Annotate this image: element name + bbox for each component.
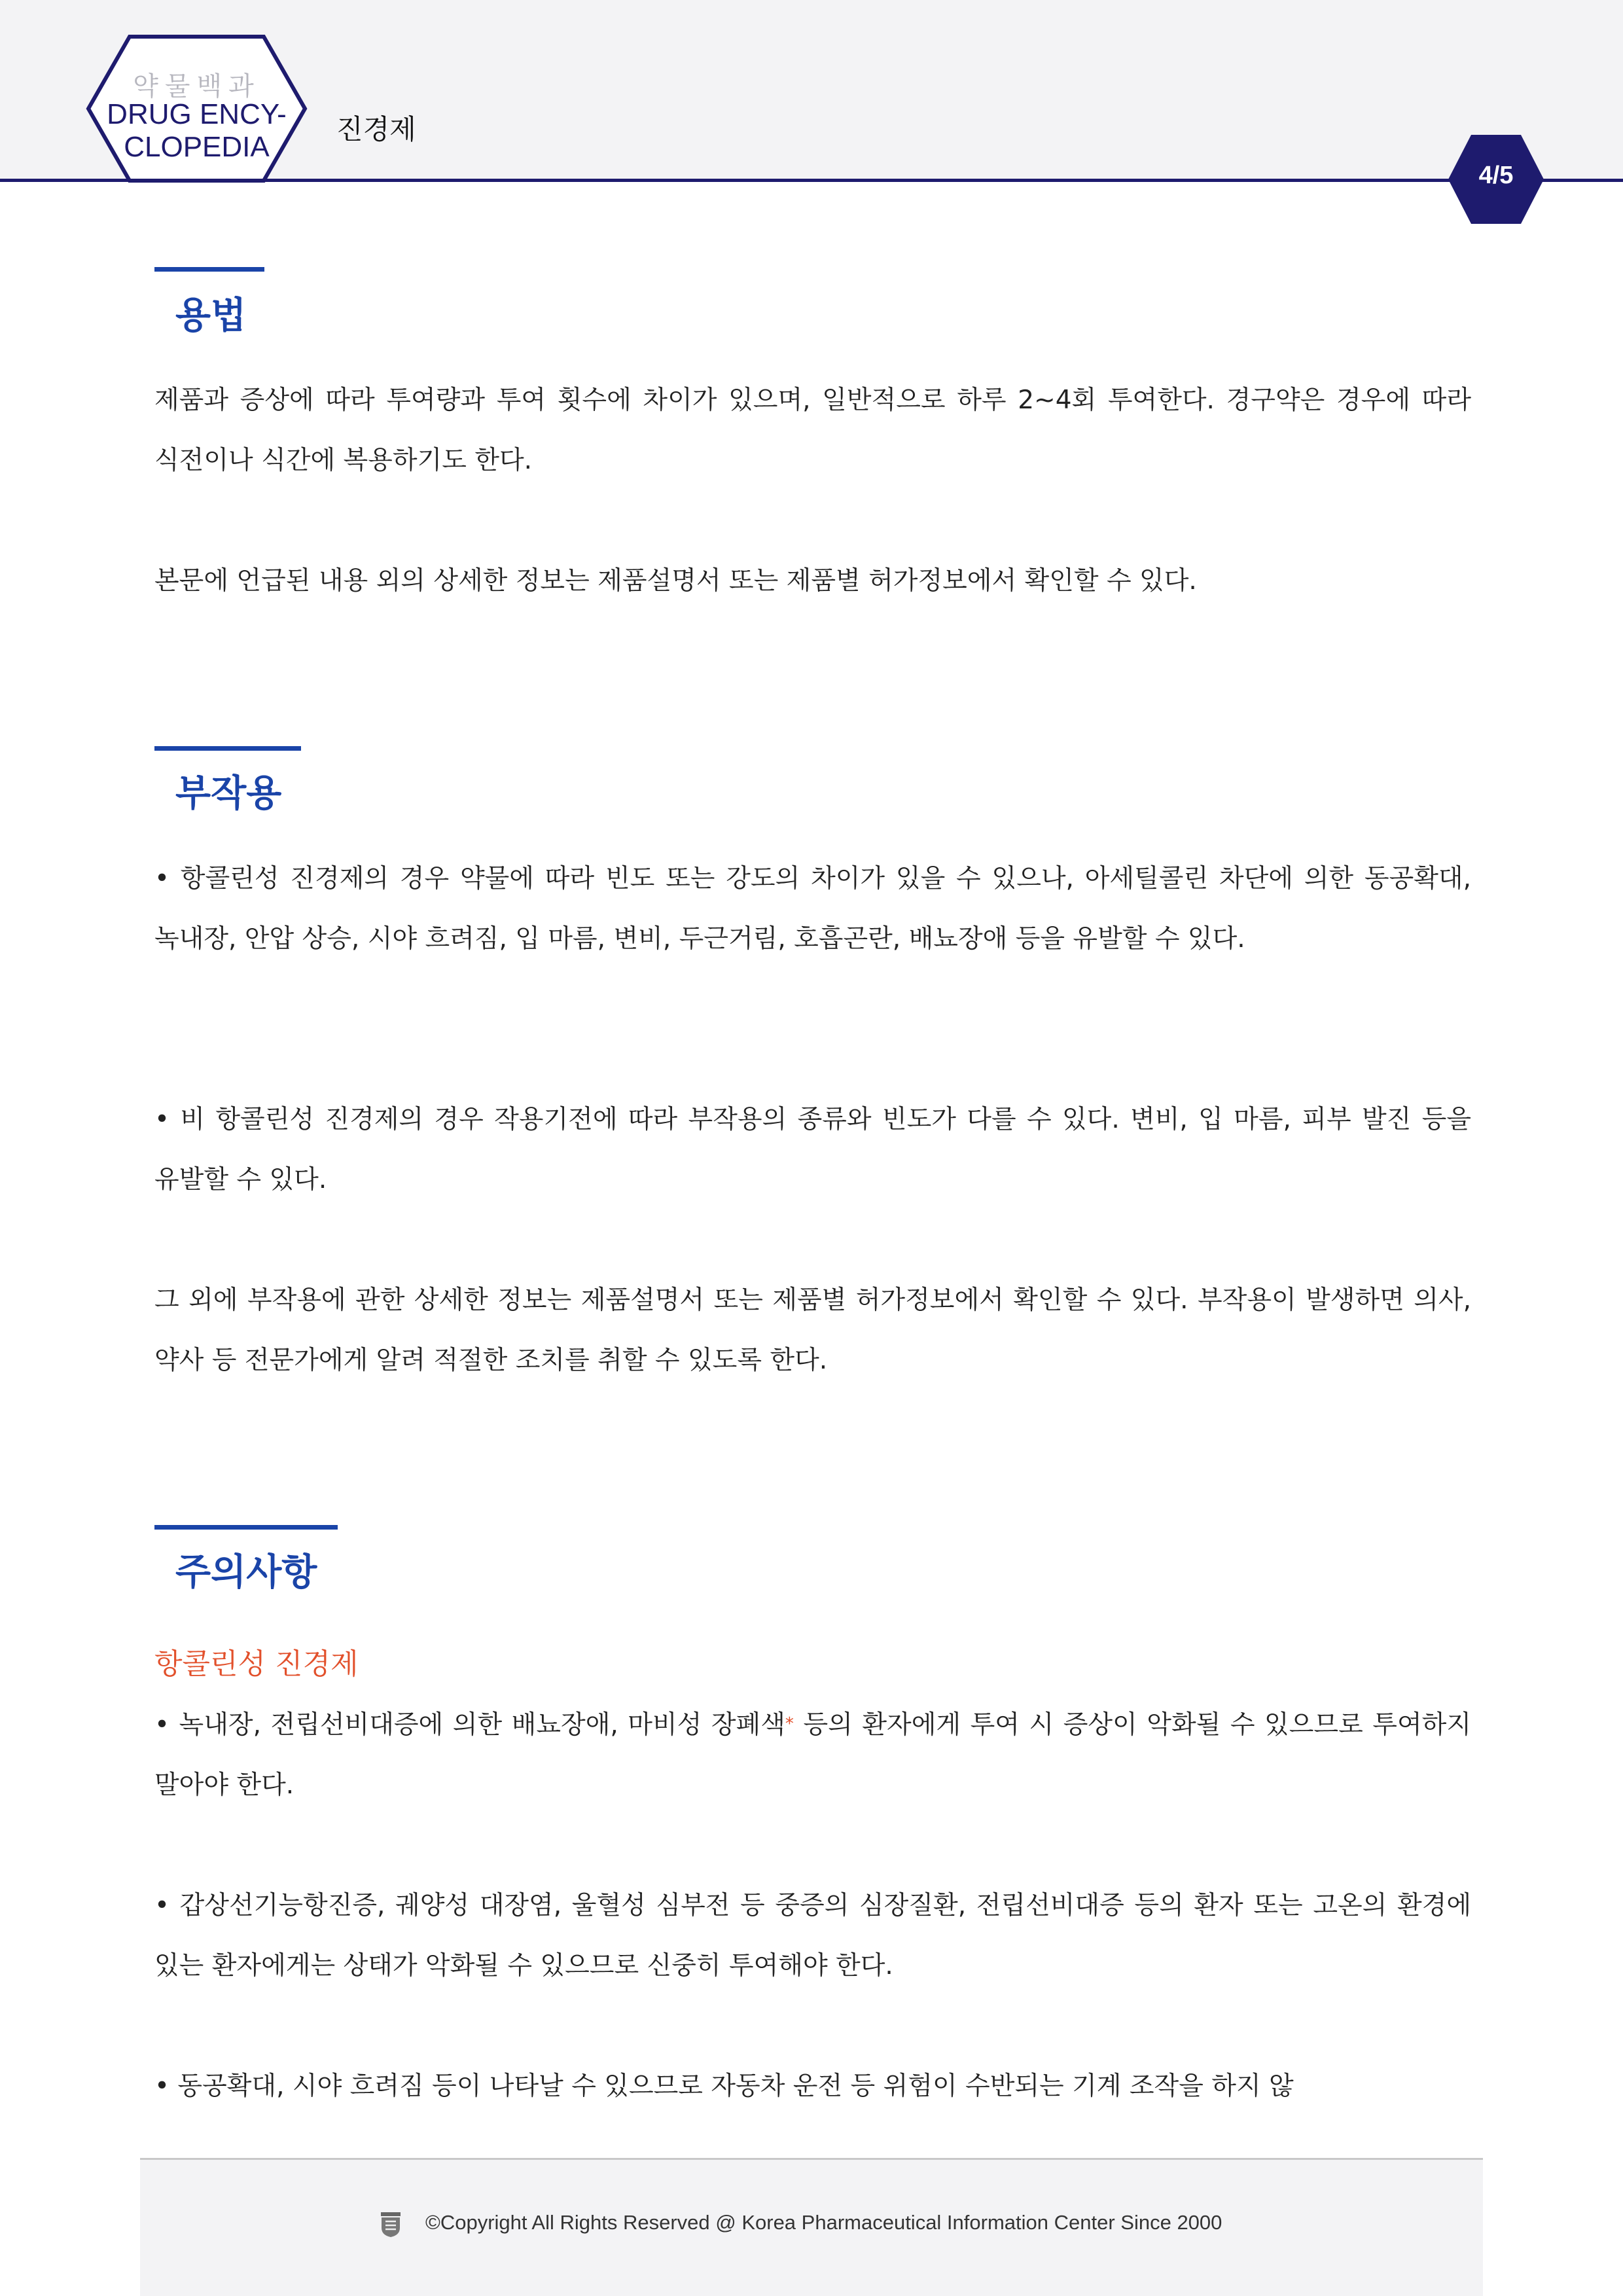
page-indicator: 4/5 [1478,162,1514,189]
logo-english-text [84,98,310,164]
section-heading-precautions: 주의사항 [175,1551,317,1594]
bullet-side-effects-2: • 비 항콜린성 진경제의 경우 작용기전에 따라 부작용의 종류와 빈도가 다를 수 있다. 변비, 입 마름, 피부 발진 등을 유발할 수 있다. [154,1105,1471,1194]
section-heading-dosage: 용법 [175,295,247,337]
page-title: 진경제 [336,113,416,145]
bullet-precautions-1 [154,1695,1471,1816]
section-bar-side-effects [154,746,301,751]
paragraph-dosage-2: 본문에 언급된 내용 외의 상세한 정보는 제품설명서 또는 제품별 허가정보에서 확인할 수 있다. [154,566,1197,596]
bullet-side-effects-1: • 항콜린성 진경제의 경우 약물에 따라 빈도 또는 강도의 차이가 있을 수 있으나, 아세틸콜린 차단에 의한 동공확대, 녹내장, 안압 상승, 시야 흐려짐, 입 마름, 변비, 두근거림, 호흡곤란, 배뇨장애 등을 유발할 수 있다. [154,864,1471,954]
paragraph-dosage-1: 제품과 증상에 따라 투여량과 투여 횟수에 차이가 있으며, 일반적으로 하루 2~4회 투여한다. 경구약은 경우에 따라 식전이나 식간에 복용하기도 한다. [154,386,1472,475]
logo-english-line1: DRUG ENCY- [107,98,287,130]
paragraph-side-effects-3: 그 외에 부작용에 관한 상세한 정보는 제품설명서 또는 제품별 허가정보에서 확인할 수 있다. 부작용이 발생하면 의사, 약사 등 전문가에게 알려 적절한 조치를 취할 수 있도록 한다. [154,1285,1471,1375]
bullet-precautions-3: • 동공확대, 시야 흐려짐 등이 나타날 수 있으므로 자동차 운전 등 위험이 수반되는 기계 조작을 하지 않 [154,2072,1294,2101]
section-heading-side-effects: 부작용 [175,772,282,815]
section-bar-dosage [154,267,264,272]
section-bar-precautions [154,1525,338,1530]
subheading-anticholinergic: 항콜린성 진경제 [154,1647,359,1681]
bullet-precautions-1-text-a: • 녹내장, 전립선비대증에 의한 배뇨장애, 마비성 장폐색 [154,1710,785,1740]
bullet-precautions-2: • 갑상선기능항진증, 궤양성 대장염, 울혈성 심부전 등 중증의 심장질환, 전립선비대증 등의 환자 또는 고온의 환경에 있는 환자에게는 상태가 악화될 수 있으므로 신중히 투여해야 한다. [154,1891,1471,1981]
footnote-asterisk: * [785,1714,794,1734]
logo-english-line2: CLOPEDIA [124,131,270,163]
footer-copyright: ©Copyright All Rights Reserved @ Korea Pharmaceutical Information Center Since 2000 [425,2211,1222,2234]
crest-emblem-icon [380,2211,402,2238]
bullet-precautions-1-text-b: 등의 환자에게 투여 시 증상이 악화될 수 있으므로 투여하지 말아야 한다. [154,1710,1471,1800]
logo-korean-text: 약물백과 [133,71,260,101]
